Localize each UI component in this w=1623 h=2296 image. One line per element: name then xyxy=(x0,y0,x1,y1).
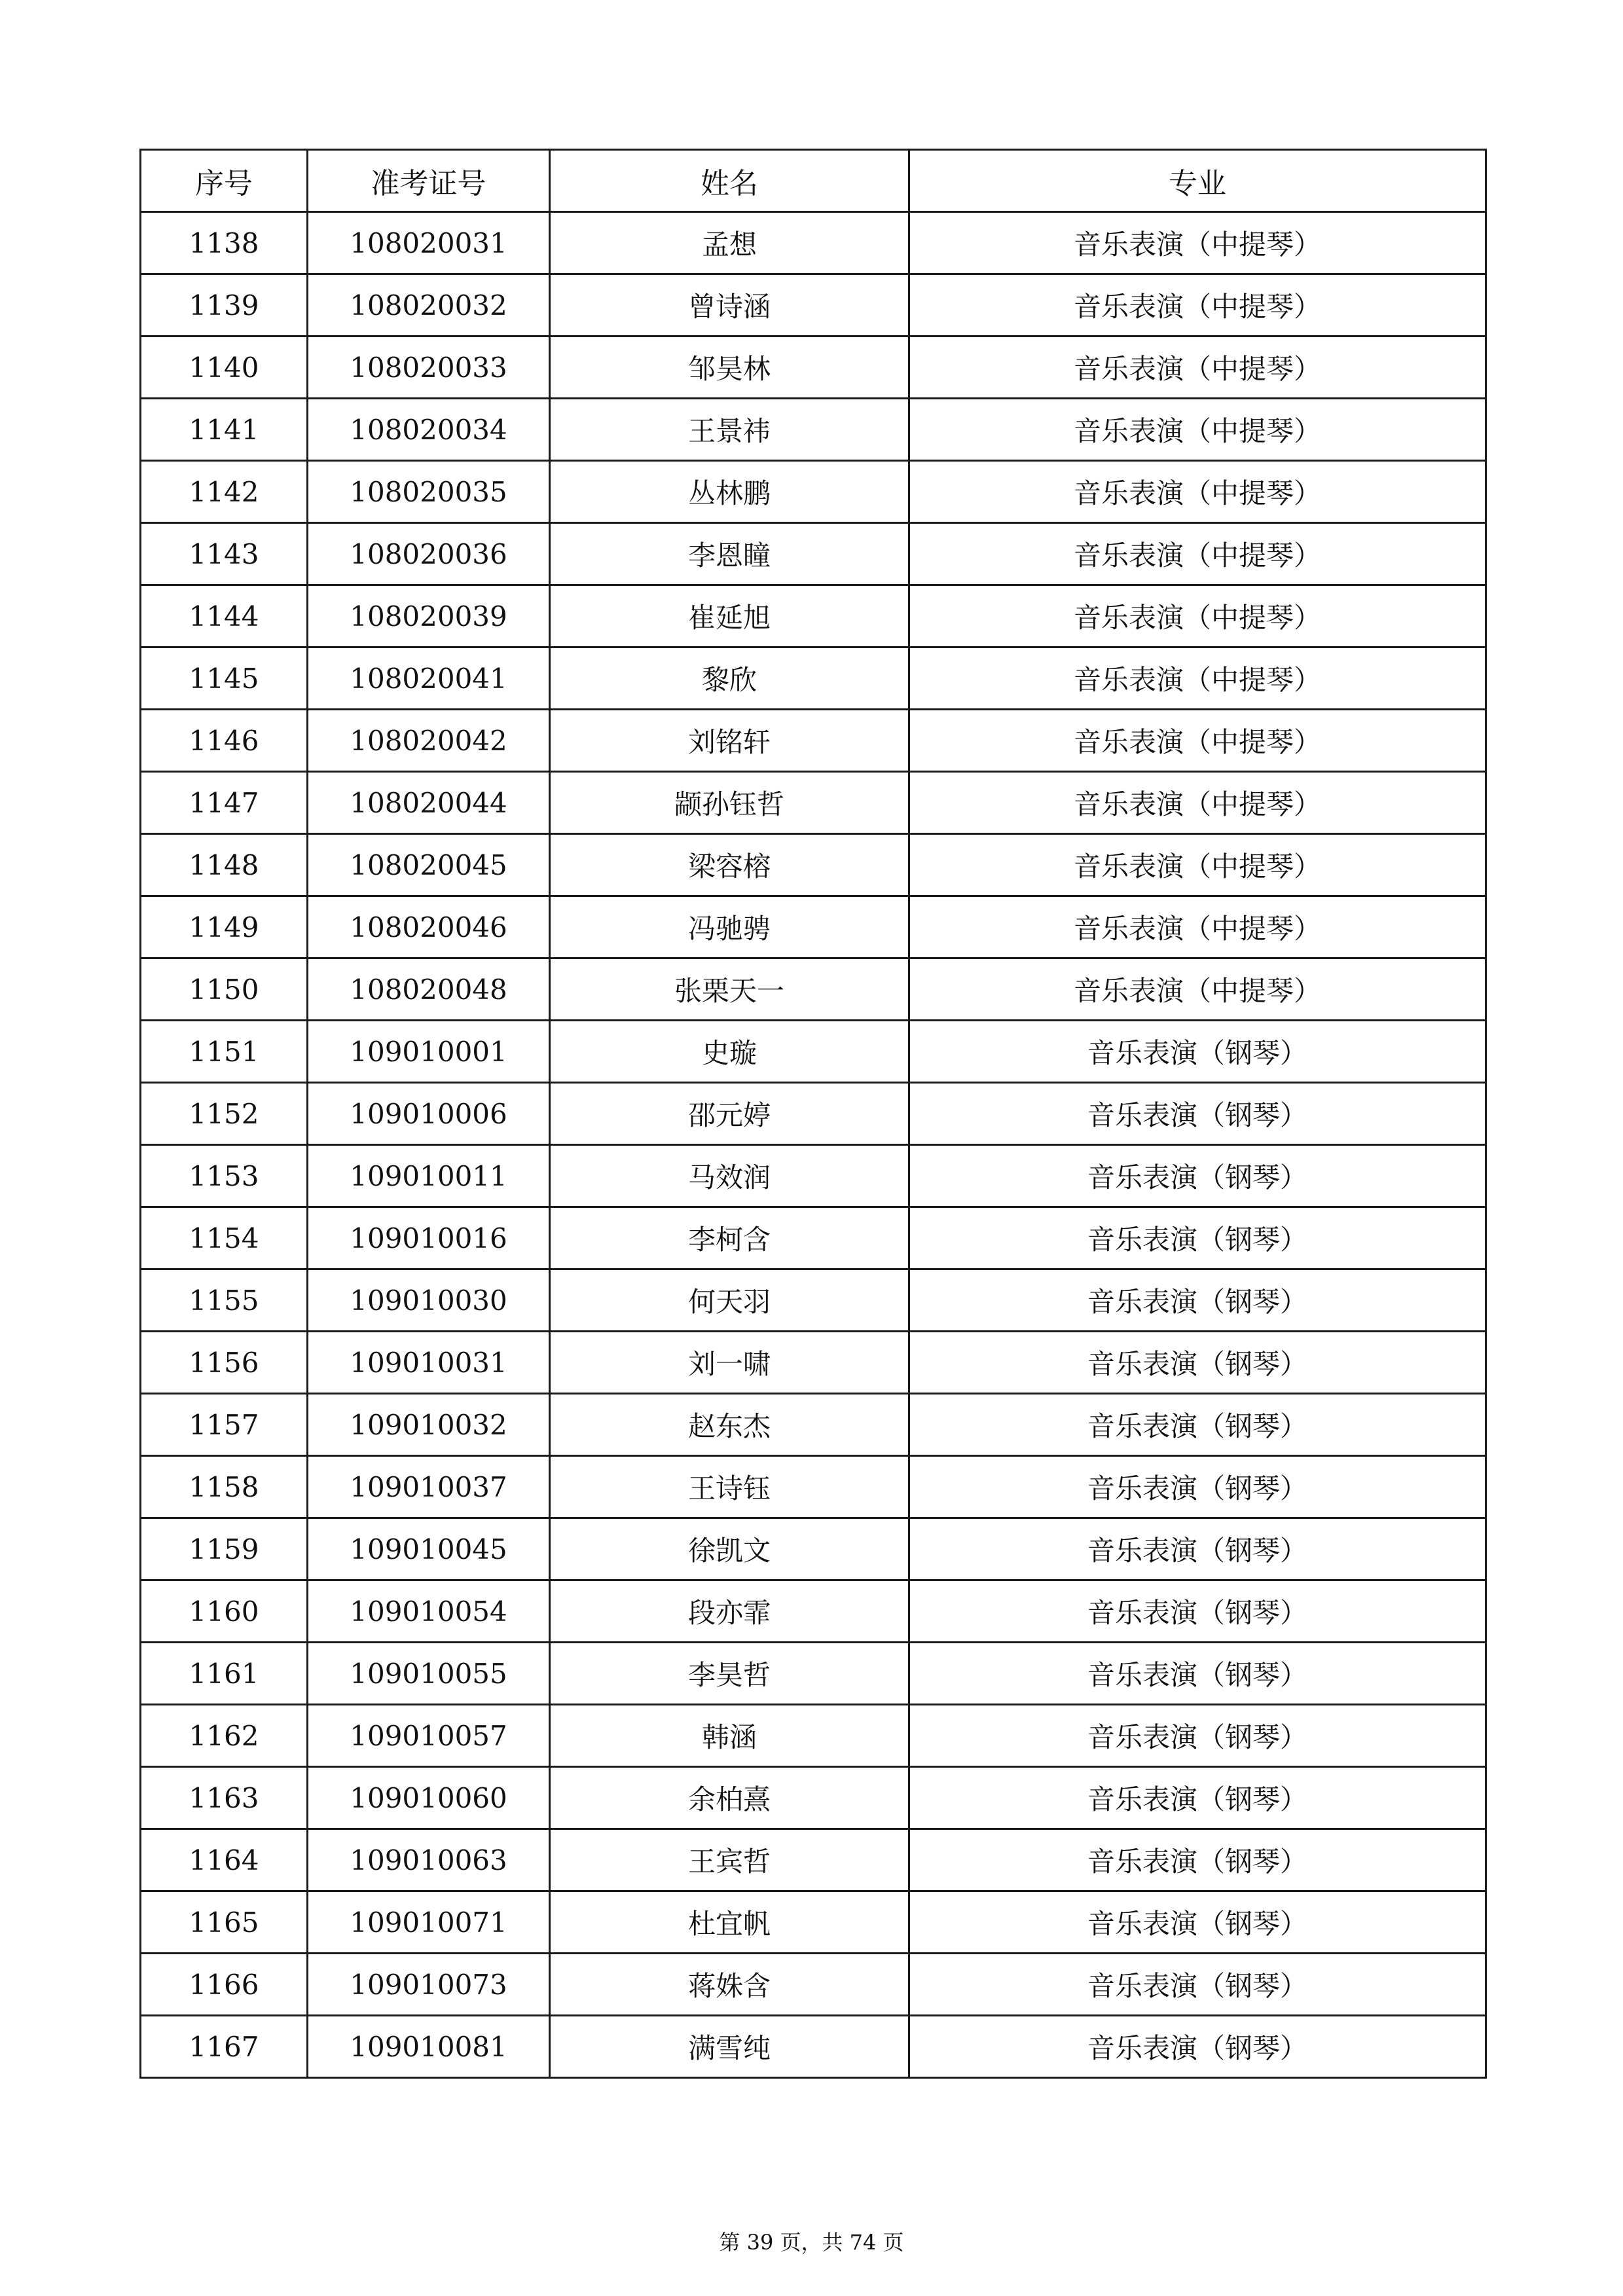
cell-name: 段亦霏 xyxy=(550,1580,909,1643)
cell-seq: 1146 xyxy=(141,710,308,772)
table-body xyxy=(141,212,1486,2078)
cell-seq: 1149 xyxy=(141,896,308,958)
cell-seq: 1142 xyxy=(141,461,308,523)
table-row xyxy=(141,896,1486,958)
cell-seq: 1141 xyxy=(141,399,308,461)
cell-name: 余柏熹 xyxy=(550,1767,909,1829)
cell-major: 音乐表演（中提琴） xyxy=(909,523,1486,585)
cell-seq: 1144 xyxy=(141,585,308,647)
cell-name: 韩涵 xyxy=(550,1705,909,1767)
cell-major: 音乐表演（钢琴） xyxy=(909,1207,1486,1269)
cell-name: 曾诗涵 xyxy=(550,274,909,337)
cell-name: 李柯含 xyxy=(550,1207,909,1269)
cell-seq: 1164 xyxy=(141,1829,308,1891)
cell-major: 音乐表演（中提琴） xyxy=(909,399,1486,461)
cell-major: 音乐表演（钢琴） xyxy=(909,1767,1486,1829)
cell-major: 音乐表演（中提琴） xyxy=(909,647,1486,710)
table-row xyxy=(141,1145,1486,1207)
cell-exam-id: 109010045 xyxy=(308,1518,550,1580)
cell-exam-id: 109010071 xyxy=(308,1891,550,1954)
cell-major: 音乐表演（中提琴） xyxy=(909,337,1486,399)
cell-name: 王诗钰 xyxy=(550,1456,909,1518)
cell-exam-id: 109010037 xyxy=(308,1456,550,1518)
cell-major: 音乐表演（中提琴） xyxy=(909,585,1486,647)
cell-major: 音乐表演（钢琴） xyxy=(909,1518,1486,1580)
cell-major: 音乐表演（钢琴） xyxy=(909,1145,1486,1207)
cell-name: 李恩瞳 xyxy=(550,523,909,585)
cell-exam-id: 109010032 xyxy=(308,1394,550,1456)
cell-seq: 1153 xyxy=(141,1145,308,1207)
cell-exam-id: 109010060 xyxy=(308,1767,550,1829)
cell-name: 崔延旭 xyxy=(550,585,909,647)
cell-name: 蒋姝含 xyxy=(550,1954,909,2016)
cell-major: 音乐表演（中提琴） xyxy=(909,772,1486,834)
cell-seq: 1159 xyxy=(141,1518,308,1580)
cell-name: 王宾哲 xyxy=(550,1829,909,1891)
header-major: 专业 xyxy=(909,150,1486,212)
cell-name: 邵元婷 xyxy=(550,1083,909,1145)
cell-major: 音乐表演（中提琴） xyxy=(909,274,1486,337)
cell-exam-id: 108020046 xyxy=(308,896,550,958)
cell-seq: 1147 xyxy=(141,772,308,834)
cell-exam-id: 108020044 xyxy=(308,772,550,834)
table-row xyxy=(141,1207,1486,1269)
cell-exam-id: 108020042 xyxy=(308,710,550,772)
cell-exam-id: 109010057 xyxy=(308,1705,550,1767)
cell-major: 音乐表演（钢琴） xyxy=(909,2016,1486,2078)
cell-seq: 1148 xyxy=(141,834,308,896)
cell-exam-id: 109010081 xyxy=(308,2016,550,2078)
cell-name: 李昊哲 xyxy=(550,1643,909,1705)
cell-name: 马效润 xyxy=(550,1145,909,1207)
cell-seq: 1156 xyxy=(141,1332,308,1394)
admission-list-table xyxy=(139,149,1487,2079)
header-exam-id: 准考证号 xyxy=(308,150,550,212)
cell-major: 音乐表演（钢琴） xyxy=(909,1705,1486,1767)
header-name: 姓名 xyxy=(550,150,909,212)
cell-name: 刘铭轩 xyxy=(550,710,909,772)
cell-seq: 1165 xyxy=(141,1891,308,1954)
cell-name: 刘一啸 xyxy=(550,1332,909,1394)
cell-major: 音乐表演（中提琴） xyxy=(909,461,1486,523)
header-row xyxy=(141,150,1486,212)
cell-seq: 1143 xyxy=(141,523,308,585)
table-row xyxy=(141,1891,1486,1954)
cell-seq: 1158 xyxy=(141,1456,308,1518)
cell-exam-id: 108020036 xyxy=(308,523,550,585)
cell-name: 王景祎 xyxy=(550,399,909,461)
table-row xyxy=(141,2016,1486,2078)
cell-seq: 1160 xyxy=(141,1580,308,1643)
cell-exam-id: 109010073 xyxy=(308,1954,550,2016)
cell-seq: 1157 xyxy=(141,1394,308,1456)
cell-seq: 1139 xyxy=(141,274,308,337)
cell-name: 徐凯文 xyxy=(550,1518,909,1580)
cell-seq: 1166 xyxy=(141,1954,308,2016)
cell-major: 音乐表演（钢琴） xyxy=(909,1456,1486,1518)
cell-name: 丛林鹏 xyxy=(550,461,909,523)
cell-seq: 1163 xyxy=(141,1767,308,1829)
cell-exam-id: 108020045 xyxy=(308,834,550,896)
cell-name: 张栗天一 xyxy=(550,958,909,1021)
table-row xyxy=(141,1083,1486,1145)
cell-exam-id: 108020048 xyxy=(308,958,550,1021)
cell-seq: 1138 xyxy=(141,212,308,274)
table-row xyxy=(141,1705,1486,1767)
cell-seq: 1161 xyxy=(141,1643,308,1705)
table-row xyxy=(141,337,1486,399)
cell-name: 颛孙钰哲 xyxy=(550,772,909,834)
cell-exam-id: 109010006 xyxy=(308,1083,550,1145)
table-row xyxy=(141,1954,1486,2016)
cell-exam-id: 108020032 xyxy=(308,274,550,337)
cell-exam-id: 109010063 xyxy=(308,1829,550,1891)
table-row xyxy=(141,1643,1486,1705)
table-row xyxy=(141,274,1486,337)
table-row xyxy=(141,834,1486,896)
page-number-footer: 第 39 页，共 74 页 xyxy=(719,2230,904,2255)
table-row xyxy=(141,647,1486,710)
cell-major: 音乐表演（中提琴） xyxy=(909,896,1486,958)
cell-seq: 1155 xyxy=(141,1269,308,1332)
cell-major: 音乐表演（钢琴） xyxy=(909,1332,1486,1394)
cell-major: 音乐表演（中提琴） xyxy=(909,212,1486,274)
cell-major: 音乐表演（钢琴） xyxy=(909,1394,1486,1456)
cell-major: 音乐表演（钢琴） xyxy=(909,1954,1486,2016)
cell-name: 史璇 xyxy=(550,1021,909,1083)
cell-major: 音乐表演（中提琴） xyxy=(909,834,1486,896)
table-row xyxy=(141,1269,1486,1332)
cell-exam-id: 108020039 xyxy=(308,585,550,647)
cell-name: 邹昊林 xyxy=(550,337,909,399)
table-row xyxy=(141,523,1486,585)
table-row xyxy=(141,461,1486,523)
cell-seq: 1154 xyxy=(141,1207,308,1269)
cell-major: 音乐表演（钢琴） xyxy=(909,1580,1486,1643)
table-row xyxy=(141,710,1486,772)
cell-exam-id: 109010031 xyxy=(308,1332,550,1394)
cell-seq: 1152 xyxy=(141,1083,308,1145)
table-row xyxy=(141,1394,1486,1456)
table-row xyxy=(141,1021,1486,1083)
cell-major: 音乐表演（钢琴） xyxy=(909,1269,1486,1332)
table-row xyxy=(141,1580,1486,1643)
cell-seq: 1167 xyxy=(141,2016,308,2078)
table-row xyxy=(141,1518,1486,1580)
cell-exam-id: 108020041 xyxy=(308,647,550,710)
table-header xyxy=(141,150,1486,212)
cell-seq: 1162 xyxy=(141,1705,308,1767)
cell-name: 满雪纯 xyxy=(550,2016,909,2078)
cell-seq: 1150 xyxy=(141,958,308,1021)
cell-major: 音乐表演（钢琴） xyxy=(909,1829,1486,1891)
cell-name: 梁容榕 xyxy=(550,834,909,896)
cell-major: 音乐表演（中提琴） xyxy=(909,710,1486,772)
cell-name: 冯驰骋 xyxy=(550,896,909,958)
table-row xyxy=(141,1767,1486,1829)
cell-name: 何天羽 xyxy=(550,1269,909,1332)
cell-exam-id: 108020033 xyxy=(308,337,550,399)
cell-major: 音乐表演（钢琴） xyxy=(909,1891,1486,1954)
cell-seq: 1145 xyxy=(141,647,308,710)
cell-seq: 1151 xyxy=(141,1021,308,1083)
cell-name: 孟想 xyxy=(550,212,909,274)
cell-seq: 1140 xyxy=(141,337,308,399)
cell-exam-id: 109010055 xyxy=(308,1643,550,1705)
table-row xyxy=(141,1456,1486,1518)
cell-exam-id: 109010016 xyxy=(308,1207,550,1269)
table-row xyxy=(141,212,1486,274)
cell-name: 赵东杰 xyxy=(550,1394,909,1456)
table-row xyxy=(141,1829,1486,1891)
cell-major: 音乐表演（中提琴） xyxy=(909,958,1486,1021)
cell-exam-id: 108020035 xyxy=(308,461,550,523)
cell-exam-id: 109010054 xyxy=(308,1580,550,1643)
cell-exam-id: 109010011 xyxy=(308,1145,550,1207)
cell-exam-id: 108020031 xyxy=(308,212,550,274)
cell-major: 音乐表演（钢琴） xyxy=(909,1643,1486,1705)
table-row xyxy=(141,1332,1486,1394)
table-row xyxy=(141,585,1486,647)
cell-name: 杜宜帆 xyxy=(550,1891,909,1954)
cell-major: 音乐表演（钢琴） xyxy=(909,1083,1486,1145)
cell-exam-id: 108020034 xyxy=(308,399,550,461)
table-row xyxy=(141,399,1486,461)
table-row xyxy=(141,958,1486,1021)
cell-exam-id: 109010001 xyxy=(308,1021,550,1083)
table-row xyxy=(141,772,1486,834)
cell-major: 音乐表演（钢琴） xyxy=(909,1021,1486,1083)
cell-exam-id: 109010030 xyxy=(308,1269,550,1332)
header-seq: 序号 xyxy=(141,150,308,212)
cell-name: 黎欣 xyxy=(550,647,909,710)
